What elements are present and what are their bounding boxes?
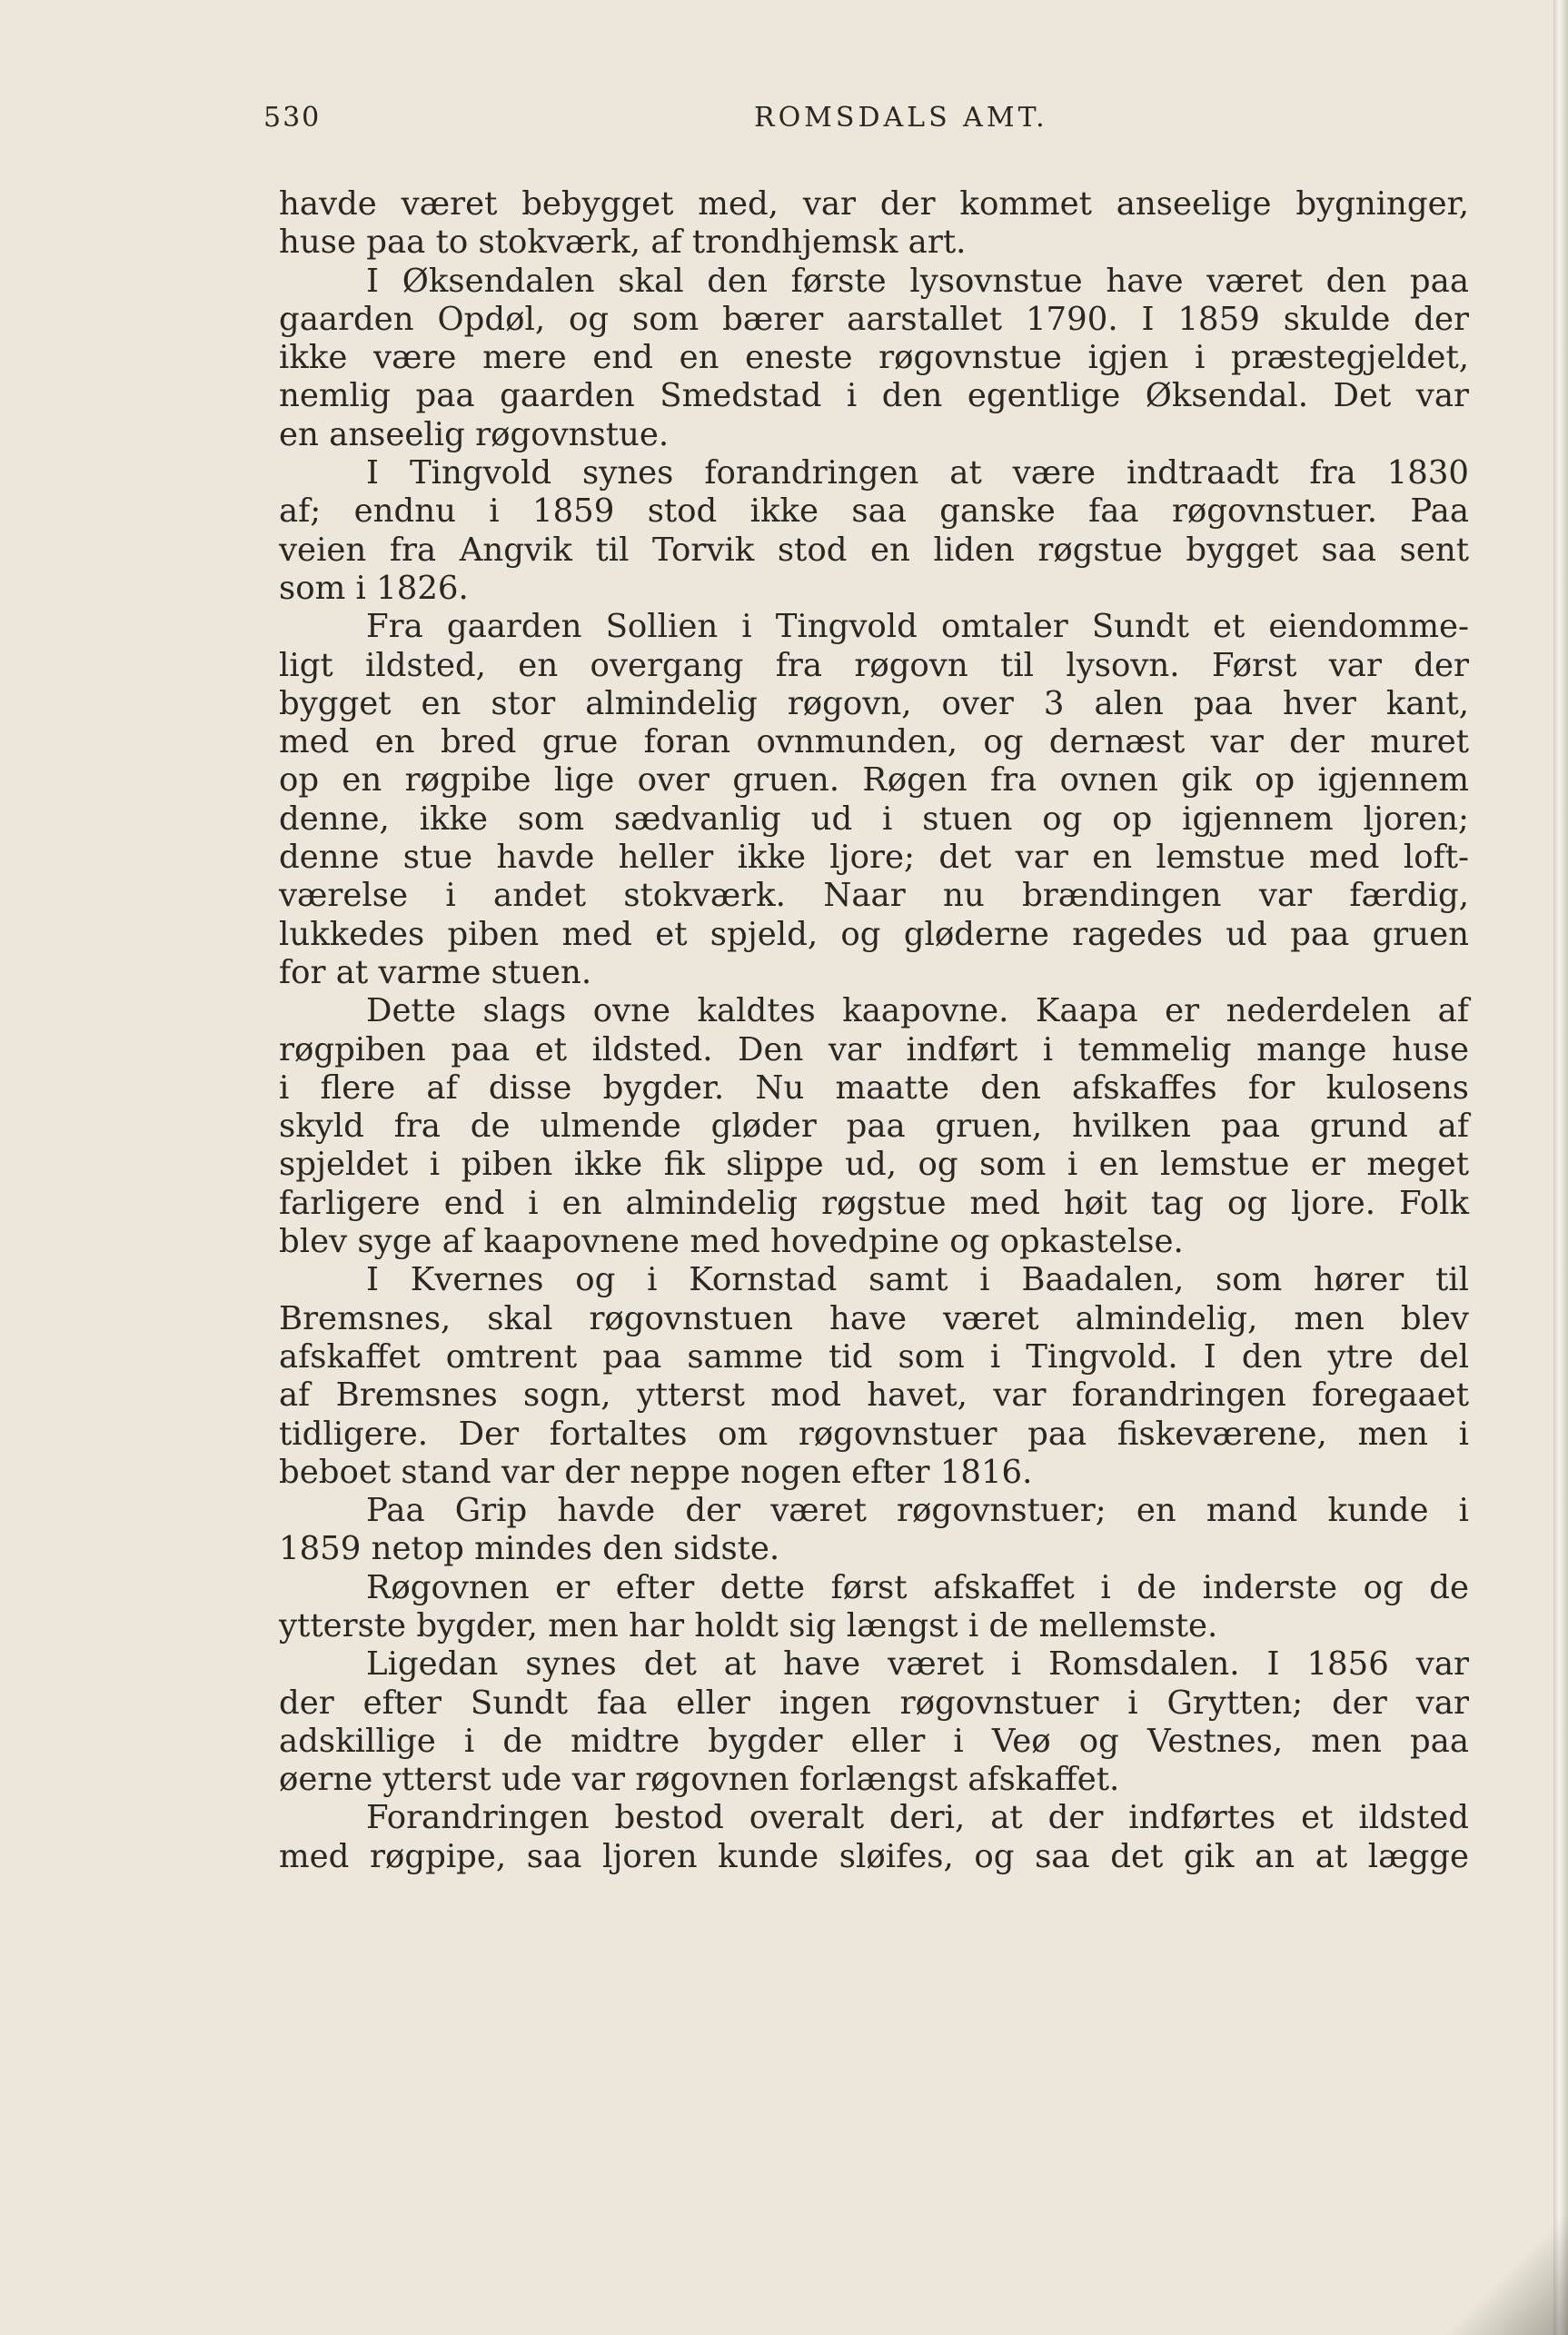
text-line: veien fra Angvik til Torvik stod en liden røgstue bygget saa sent [279,531,1469,569]
text-line: øerne ytterst ude var røgovnen forlængst afskaffet. [279,1761,1120,1799]
text-line: blev syge af kaapovnene med hovedpine og opkastelse. [279,1223,1184,1261]
text-line: ligt ildsted, en overgang fra røgovn til lysovn. Først var der [279,646,1469,684]
text-line: 1859 netop mindes den sidste. [279,1530,780,1568]
page-number: 530 [263,102,322,134]
text-line: med røgpipe, saa ljoren kunde sløifes, og saa det gik an at lægge [279,1837,1469,1875]
scan-shadow [1435,2217,1568,2335]
text-line: Fra gaarden Sollien i Tingvold omtaler Sundt et eiendomme- [366,608,1469,646]
text-line: af; endnu i 1859 stod ikke saa ganske faa røgovnstuer. Paa [279,492,1469,531]
text-line: lukkedes piben med et spjeld, og gløderne ragedes ud paa gruen [279,915,1469,953]
text-line: med en bred grue foran ovnmunden, og dernæst var der muret [279,723,1469,761]
text-line: huse paa to stokværk, af trondhjemsk art. [279,224,967,262]
text-line: som i 1826. [279,569,469,607]
text-line: Røgovnen er efter dette først afskaffet i de inderste og de [366,1568,1469,1606]
text-line: afskaffet omtrent paa samme tid som i Tingvold. I den ytre del [279,1337,1469,1376]
text-line: spjeldet i piben ikke fik slippe ud, og som i en lemstue er meget [279,1146,1469,1184]
text-line: I Kvernes og i Kornstad samt i Baadalen, som hører til [366,1261,1469,1299]
text-line: I Tingvold synes forandringen at være indtraadt fra 1830 [366,454,1469,492]
page-edge [1553,0,1568,2335]
text-line: Bremsnes, skal røgovnstuen have været almindelig, men blev [279,1299,1469,1337]
text-line: bygget en stor almindelig røgovn, over 3 alen paa hver kant, [279,684,1469,722]
text-line: farligere end i en almindelig røgstue med høit tag og ljore. Folk [279,1184,1469,1222]
text-line: en anseelig røgovnstue. [279,415,670,453]
text-line: Paa Grip havde der været røgovnstuer; en mand kunde i [366,1492,1469,1530]
text-line: røgpiben paa et ildsted. Den var indført i temmelig mange huse [279,1030,1469,1068]
text-line: gaarden Opdøl, og som bærer aarstallet 1790. I 1859 skulde der [279,300,1469,338]
running-head: ROMSDALS AMT. [754,102,1048,134]
text-line: af Bremsnes sogn, ytterst mod havet, var forandringen foregaaet [279,1376,1469,1415]
text-line: der efter Sundt faa eller ingen røgovnstuer i Grytten; der var [279,1684,1469,1722]
text-line: I Øksendalen skal den første lysovnstue have været den paa [366,262,1469,300]
text-line: adskillige i de midtre bygder eller i Veø og Vestnes, men paa [279,1722,1469,1760]
text-line: ytterste bygder, men har holdt sig længst i de mellemste. [279,1606,1218,1644]
text-line: Ligedan synes det at have været i Romsdalen. I 1856 var [366,1645,1469,1684]
text-line: værelse i andet stokværk. Naar nu brændingen var færdig, [279,877,1469,915]
text-line: havde været bebygget med, var der kommet anseelige bygninger, [279,185,1469,223]
text-line: beboet stand var der neppe nogen efter 1816. [279,1453,1033,1491]
body-text [279,185,1469,1876]
text-line: nemlig paa gaarden Smedstad i den egentlige Øksendal. Det var [279,377,1469,415]
text-line: for at varme stuen. [279,953,592,991]
text-line: Forandringen bestod overalt deri, at der indførtes et ildsted [366,1799,1469,1837]
text-line: i flere af disse bygder. Nu maatte den afskaffes for kulosens [279,1068,1469,1107]
text-line: Dette slags ovne kaldtes kaapovne. Kaapa er nederdelen af [366,992,1469,1030]
text-line: tidligere. Der fortaltes om røgovnstuer paa fiskeværene, men i [279,1415,1469,1453]
text-line: denne stue havde heller ikke ljore; det var en lemstue med loft- [279,839,1469,877]
text-line: skyld fra de ulmende gløder paa gruen, hvilken paa grund af [279,1108,1469,1146]
text-line: op en røgpibe lige over gruen. Røgen fra ovnen gik op igjennem [279,761,1469,800]
text-line: ikke være mere end en eneste røgovnstue igjen i præstegjeldet, [279,339,1469,377]
text-line: denne, ikke som sædvanlig ud i stuen og op igjennem ljoren; [279,800,1469,838]
